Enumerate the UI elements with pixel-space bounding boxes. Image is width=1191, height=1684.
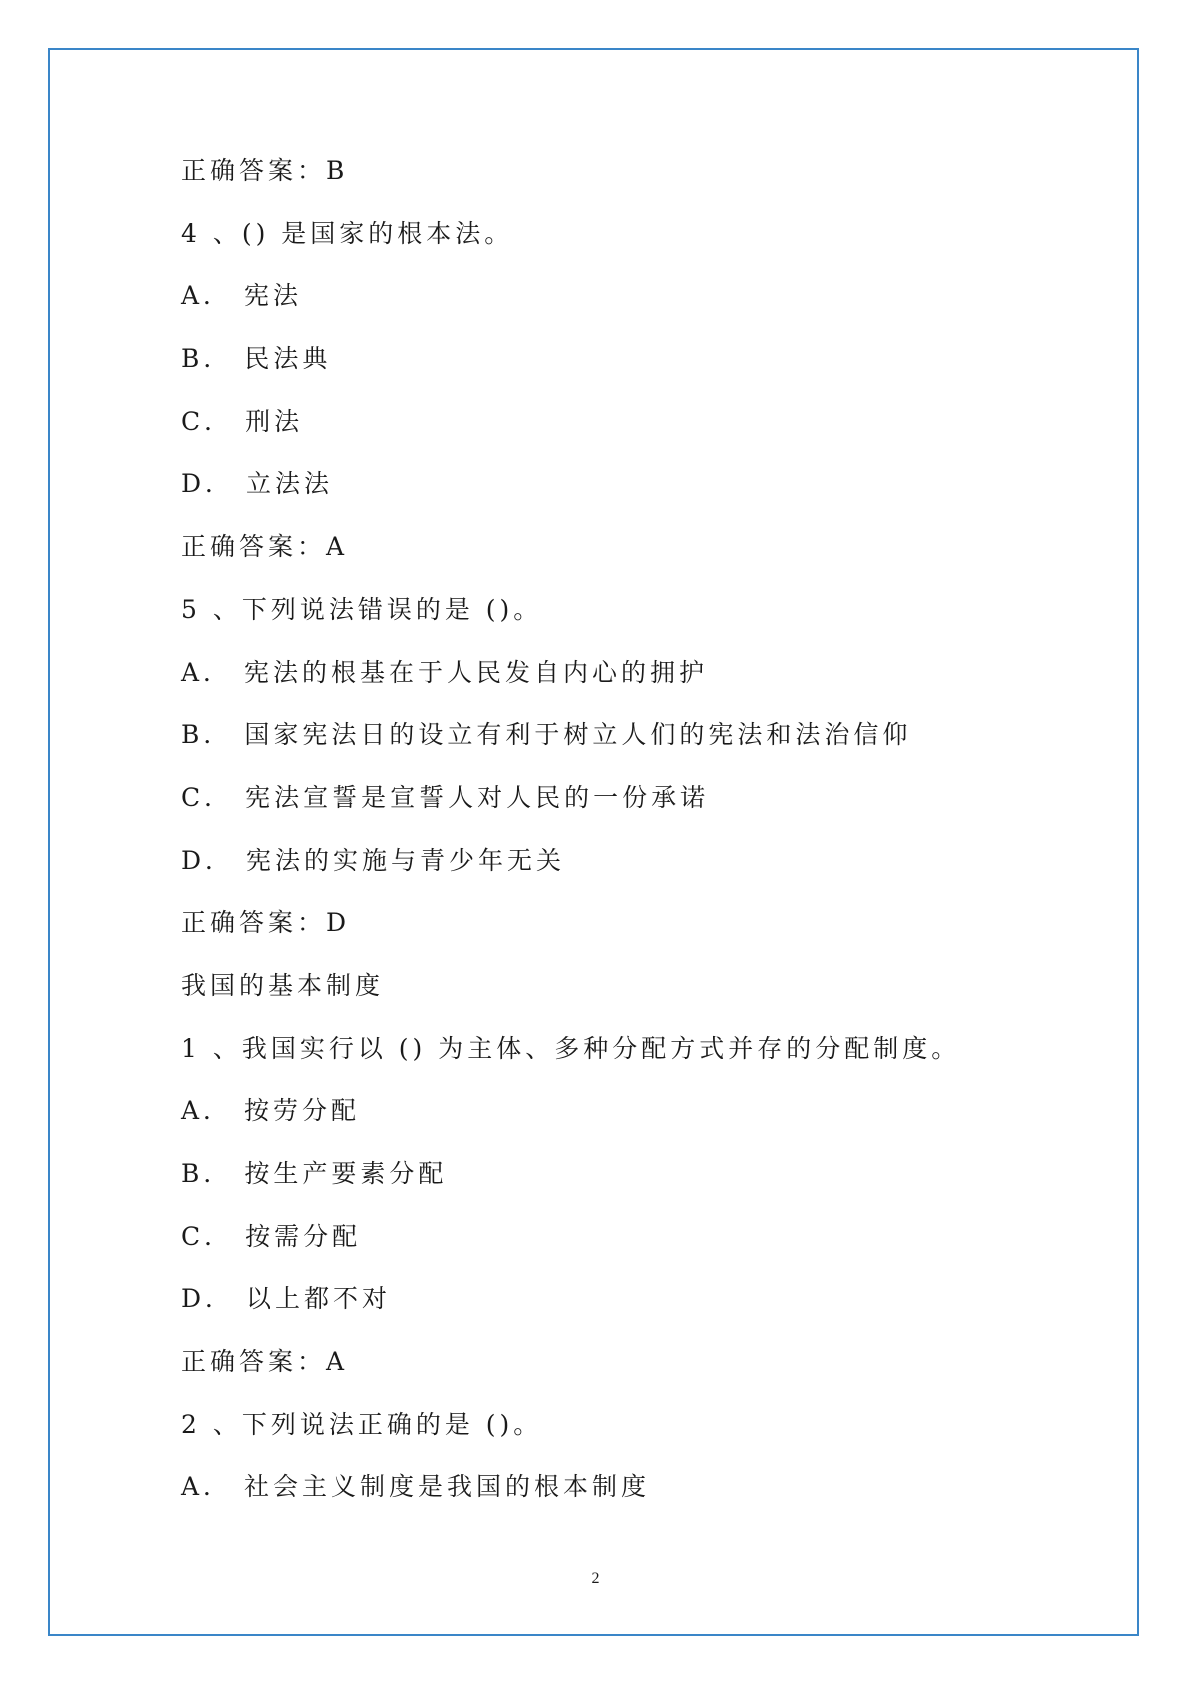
page-number: 2	[591, 1570, 600, 1587]
option-line: B． 按生产要素分配	[181, 1159, 448, 1188]
question-line: 5 、下列说法错误的是 ()。	[181, 594, 543, 624]
document-body	[181, 150, 1081, 1529]
option-line: D． 以上都不对	[181, 1284, 391, 1314]
option-line: A． 宪法	[181, 281, 303, 311]
option-line: A． 按劳分配	[181, 1096, 361, 1126]
option-line: D． 宪法的实施与青少年无关	[181, 845, 565, 875]
answer-line: 正确答案：A	[181, 1347, 349, 1377]
option-line: C． 刑法	[181, 406, 304, 436]
option-line: D． 立法法	[181, 469, 333, 499]
question-line: 1 、我国实行以 () 为主体、多种分配方式并存的分配制度。	[181, 1033, 961, 1063]
option-line: A． 社会主义制度是我国的根本制度	[181, 1472, 651, 1502]
answer-line: 正确答案：B	[181, 156, 349, 185]
option-line: C． 按需分配	[181, 1221, 362, 1251]
option-line: B． 国家宪法日的设立有利于树立人们的宪法和法治信仰	[181, 720, 912, 750]
question-line: 4 、() 是国家的根本法。	[181, 218, 514, 248]
option-line: C． 宪法宣誓是宣誓人对人民的一份承诺	[181, 782, 710, 812]
option-line: B． 民法典	[181, 344, 332, 374]
section-heading: 我国的基本制度	[181, 970, 385, 1000]
question-line: 2 、下列说法正确的是 ()。	[181, 1409, 543, 1439]
option-line: A． 宪法的根基在于人民发自内心的拥护	[181, 657, 709, 687]
answer-line: 正确答案：A	[181, 532, 349, 562]
answer-line: 正确答案：D	[181, 908, 351, 938]
